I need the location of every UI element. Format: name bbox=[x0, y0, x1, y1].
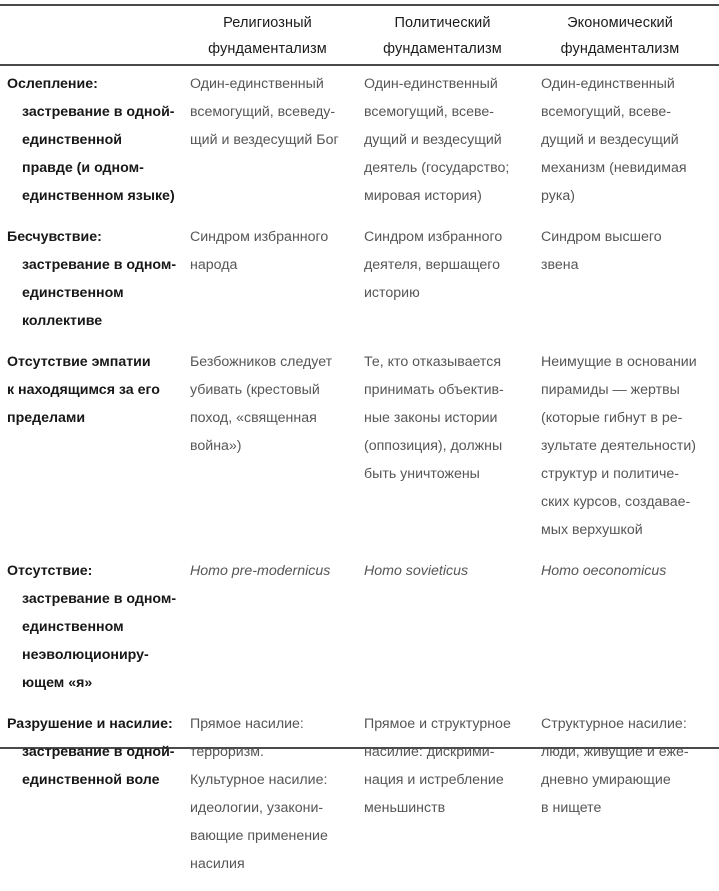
table-cell-line: Прямое насилие: bbox=[190, 716, 304, 732]
table-cell-line: щий и вездесущий Бог bbox=[190, 132, 339, 148]
table-cell-line: звена bbox=[541, 257, 579, 273]
column-header-religious-line-1: Религиозный bbox=[223, 15, 312, 31]
row-label-cell bbox=[0, 223, 183, 335]
column-header-economic-line-2: фундаментализм bbox=[560, 41, 680, 57]
row-label-line: Отсутствие: bbox=[7, 563, 93, 579]
table-cell bbox=[531, 223, 719, 279]
row-label-line: застревание в одном- bbox=[22, 257, 177, 273]
table-cell-line: дущий и вездесущий bbox=[541, 132, 679, 148]
table-header-row bbox=[0, 8, 719, 62]
table-row bbox=[0, 348, 719, 544]
table-cell-line: принимать объектив- bbox=[364, 382, 504, 398]
row-label-line: застревание в одном- bbox=[22, 591, 177, 607]
table-cell-line: Homo oeconomicus bbox=[541, 563, 667, 579]
table-cell-line: историю bbox=[364, 285, 420, 301]
table-cell-line: деятеля, вершащего bbox=[364, 257, 501, 273]
table-cell-line: дневно умирающие bbox=[541, 772, 671, 788]
table-cell-line: терроризм. bbox=[190, 744, 264, 760]
table-cell bbox=[531, 710, 719, 822]
table-cell-line: поход, «священная bbox=[190, 410, 317, 426]
row-label-line: к находящимся за его bbox=[7, 382, 160, 398]
table-cell-line: Структурное насилие: bbox=[541, 716, 687, 732]
table-cell-line: Неимущие в основании bbox=[541, 354, 697, 370]
table-cell bbox=[356, 710, 531, 822]
table-cell-line: ских курсов, создавае- bbox=[541, 494, 691, 510]
table-body bbox=[0, 70, 719, 891]
row-label-line: правде (и одном- bbox=[22, 160, 144, 176]
row-label-line: Отсутствие эмпатии bbox=[7, 354, 151, 370]
row-label-cell bbox=[0, 557, 183, 697]
table-cell-line: Homo sovieticus bbox=[364, 563, 469, 579]
table-cell-line: деятель (государство; bbox=[364, 160, 510, 176]
table-cell bbox=[183, 557, 356, 585]
table-cell bbox=[183, 710, 356, 878]
table-cell-line: война») bbox=[190, 438, 242, 454]
table-cell-line: Прямое и структурное bbox=[364, 716, 511, 732]
table-row bbox=[0, 70, 719, 210]
table-row bbox=[0, 557, 719, 697]
table-cell bbox=[183, 348, 356, 460]
row-label-line: ющем «я» bbox=[22, 675, 93, 691]
row-label-line: застревание в одной- bbox=[22, 104, 175, 120]
table-row bbox=[0, 710, 719, 878]
row-label-cell bbox=[0, 348, 183, 432]
table-cell-line: Безбожников следует bbox=[190, 354, 333, 370]
table-cell-line: Синдром избранного bbox=[364, 229, 503, 245]
table-cell bbox=[356, 223, 531, 307]
table-cell-line: (оппозиция), должны bbox=[364, 438, 503, 454]
table-cell-line: быть уничтожены bbox=[364, 466, 480, 482]
table-cell-line: Homo pre-modernicus bbox=[190, 563, 331, 579]
row-label-line: единственном bbox=[22, 285, 124, 301]
row-label-line: коллективе bbox=[22, 313, 103, 329]
table-cell-line: пирамиды — жертвы bbox=[541, 382, 680, 398]
table-cell-line: убивать (крестовый bbox=[190, 382, 320, 398]
table-cell-line: Культурное насилие: bbox=[190, 772, 328, 788]
table-cell-line: Один-единственный bbox=[190, 76, 324, 92]
row-label-line: застревание в одной- bbox=[22, 744, 175, 760]
table-cell-line: всемогущий, всеве- bbox=[541, 104, 672, 120]
table-cell-line: мых верхушкой bbox=[541, 522, 643, 538]
column-header-political-line-2: фундаментализм bbox=[383, 41, 502, 57]
table-cell-line: механизм (невидимая bbox=[541, 160, 687, 176]
table-cell-line: зультате деятельности) bbox=[541, 438, 697, 454]
table-cell bbox=[531, 70, 719, 210]
column-header-religious bbox=[180, 8, 355, 62]
table-cell-line: меньшинств bbox=[364, 800, 446, 816]
table-cell bbox=[531, 557, 719, 585]
table-cell bbox=[531, 348, 719, 544]
table-cell bbox=[356, 557, 531, 585]
table-cell-line: люди, живущие и еже- bbox=[541, 744, 689, 760]
row-label-line: единственном языке) bbox=[22, 188, 175, 204]
table-cell-line: ные законы истории bbox=[364, 410, 498, 426]
table-cell-line: идеологии, узакони- bbox=[190, 800, 324, 816]
table-cell-line: в нищете bbox=[541, 800, 602, 816]
row-label-cell bbox=[0, 70, 183, 210]
table-cell bbox=[183, 70, 356, 154]
table-cell-line: Те, кто отказывается bbox=[364, 354, 502, 370]
table-cell-line: рука) bbox=[541, 188, 575, 204]
table-header-rule bbox=[0, 64, 719, 66]
table-cell-line: Синдром высшего bbox=[541, 229, 662, 245]
table-cell bbox=[356, 348, 531, 488]
table-header-corner-cell bbox=[0, 8, 180, 62]
table-cell bbox=[183, 223, 356, 279]
row-label-line: Ослепление: bbox=[7, 76, 98, 92]
table-cell-line: Один-единственный bbox=[541, 76, 675, 92]
table-cell-line: всемогущий, всеве- bbox=[364, 104, 495, 120]
row-label-line: единственной воле bbox=[22, 772, 160, 788]
table-cell-line: народа bbox=[190, 257, 238, 273]
column-header-political-line-1: Политический bbox=[394, 15, 491, 31]
table-cell-line: (которые гибнут в ре- bbox=[541, 410, 683, 426]
row-label-cell bbox=[0, 710, 183, 794]
row-label-line: единственном bbox=[22, 619, 124, 635]
table-cell-line: насилие: дискрими- bbox=[364, 744, 495, 760]
table-cell-line: вающие применение bbox=[190, 828, 328, 844]
table-cell-line: Один-единственный bbox=[364, 76, 498, 92]
row-label-line: Бесчувствие: bbox=[7, 229, 102, 245]
column-header-economic-line-1: Экономический bbox=[567, 15, 673, 31]
row-label-line: неэволюциониру- bbox=[22, 647, 149, 663]
column-header-religious-line-2: фундаментализм bbox=[208, 41, 327, 57]
table-cell bbox=[356, 70, 531, 210]
table-cell-line: нация и истребление bbox=[364, 772, 504, 788]
table-cell-line: дущий и вездесущий bbox=[364, 132, 502, 148]
table-cell-line: всемогущий, всеведу- bbox=[190, 104, 336, 120]
column-header-political bbox=[355, 8, 530, 62]
table-top-rule bbox=[0, 4, 719, 6]
table-cell-line: Синдром избранного bbox=[190, 229, 329, 245]
column-header-economic bbox=[530, 8, 710, 62]
table-cell-line: структур и политиче- bbox=[541, 466, 679, 482]
row-label-line: Разрушение и насилие: bbox=[7, 716, 173, 732]
table-row bbox=[0, 223, 719, 335]
table-cell-line: мировая история) bbox=[364, 188, 482, 204]
row-label-line: пределами bbox=[7, 410, 86, 426]
table-cell-line: насилия bbox=[190, 856, 245, 872]
row-label-line: единственной bbox=[22, 132, 122, 148]
